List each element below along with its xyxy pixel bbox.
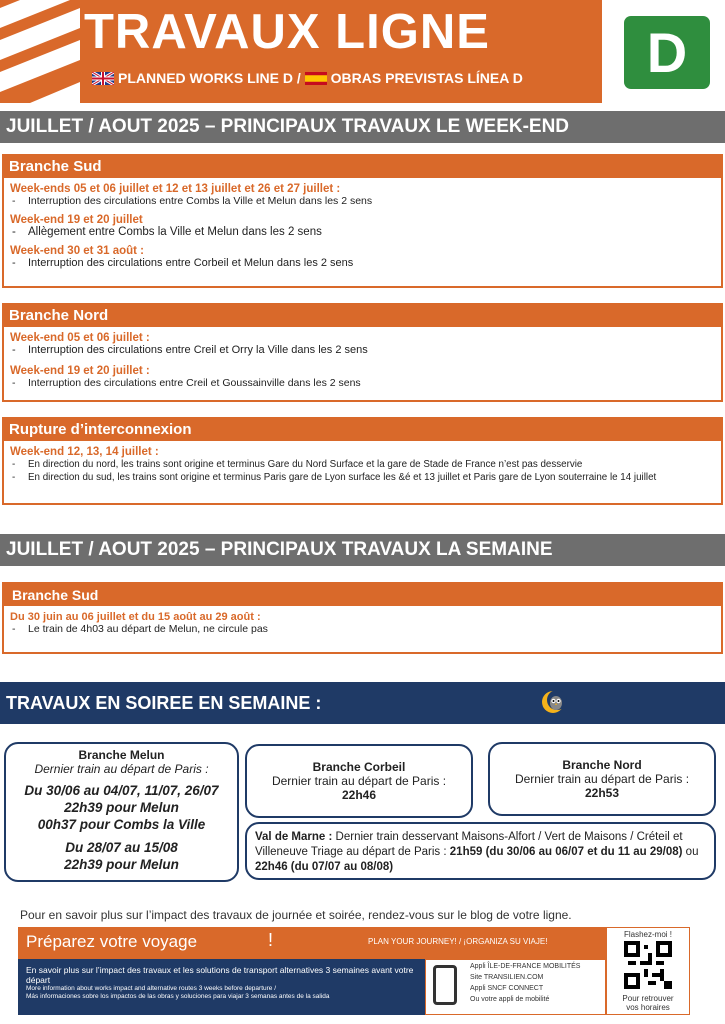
footer-banner <box>18 927 606 1015</box>
weekend-branche-nord <box>2 303 723 402</box>
evening-branche-corbeil <box>245 744 473 818</box>
smartphone-icon <box>433 965 457 1005</box>
evening-banner: TRAVAUX EN SOIREE EN SEMAINE : <box>0 682 725 724</box>
evening-branche-melun <box>4 742 239 882</box>
stripes-decoration <box>0 0 90 103</box>
period-line: Du 28/07 au 15/08 <box>65 840 178 855</box>
period-heading: Week-end 19 et 20 juillet <box>10 214 143 226</box>
or-text: ou <box>685 846 699 858</box>
section-title: Branche Sud <box>4 584 721 606</box>
weekend-banner: JUILLET / AOUT 2025 – PRINCIPAUX TRAVAUX LE WEEK-END <box>0 111 725 143</box>
period-heading: Du 30 juin au 06 juillet et du 15 août au 29 août : <box>10 611 261 623</box>
footer-plan-text: PLAN YOUR JOURNEY! / ¡ORGANIZA SU VIAJE! <box>368 937 548 946</box>
period-heading: Week-end 05 et 06 juillet : <box>10 332 150 344</box>
period-heading: Week-end 30 et 31 août : <box>10 245 144 257</box>
box-text: Dernier train desservant Maisons-Alfort / Vert de Maisons / Créteil et Villeneuve Triage au départ de Paris : <box>255 831 683 858</box>
last-train-time: 21h59 (du 30/06 au 06/07 et du 11 au 29/08) <box>449 846 683 858</box>
period-heading: Week-end 19 et 20 juillet : <box>10 365 150 377</box>
qr-caption-bottom <box>607 994 689 1012</box>
weekend-branche-sud <box>2 154 723 288</box>
footer-info-fr: En savoir plus sur l’impact des travaux et les solutions de transport alternatives 3 semaines avant votre départ <box>26 965 414 985</box>
week-banner: JUILLET / AOUT 2025 – PRINCIPAUX TRAVAUX LA SEMAINE <box>0 534 725 566</box>
period-heading: Week-end 12, 13, 14 juillet : <box>10 446 159 458</box>
page-subtitle <box>92 70 523 86</box>
footer-title: Préparez votre voyage <box>26 932 198 951</box>
work-item: - Le train de 4h03 au départ de Melun, ne circule pas <box>10 623 715 636</box>
app-item: Appli SNCF CONNECT <box>470 985 544 992</box>
box-subtitle: Dernier train au départ de Paris : <box>271 774 447 788</box>
qr-caption-line: vos horaires <box>626 1003 670 1012</box>
app-item: Appli ÎLE-DE-FRANCE MOBILITÉS <box>470 963 581 970</box>
evening-branche-nord <box>488 742 716 816</box>
page-title: TRAVAUX LIGNE <box>84 5 490 59</box>
app-item: Ou votre appli de mobilité <box>470 996 550 1003</box>
time-line: 00h37 pour Combs la Ville <box>37 817 206 832</box>
period-heading: Week-ends 05 et 06 juillet et 12 et 13 juillet et 26 et 27 juillet : <box>10 183 341 195</box>
header-banner <box>0 0 602 103</box>
footer-info-en-es <box>26 985 421 1001</box>
app-item: Site TRANSILIEN.COM <box>470 974 544 981</box>
work-item: - Interruption des circulations entre Corbeil et Melun dans les 2 sens <box>10 257 715 270</box>
time-line: 22h39 pour Melun <box>64 800 179 815</box>
section-title: Branche Sud <box>4 156 721 178</box>
box-title: Val de Marne : <box>255 831 333 843</box>
footer-exclamation: ! <box>268 930 274 950</box>
box-title: Branche Melun <box>78 748 165 762</box>
last-train-time: 22h46 <box>341 788 377 802</box>
qr-caption-top: Flashez-moi ! <box>623 930 672 939</box>
box-subtitle: Dernier train au départ de Paris : <box>514 772 690 786</box>
work-item: - Interruption des circulations entre Creil et Orry la Ville dans les 2 sens <box>10 344 715 357</box>
box-title: Branche Corbeil <box>312 760 406 774</box>
line-d-badge: D <box>624 16 710 89</box>
owl-moon-icon <box>540 688 568 716</box>
rupture-interconnexion <box>2 417 723 505</box>
uk-flag-icon <box>92 72 114 85</box>
spain-flag-icon <box>305 72 327 85</box>
work-item: - En direction du nord, les trains sont origine et terminus Gare du Nord Surface et la gare de Stade de France n’est pas desservie <box>10 458 715 471</box>
subtitle-en: PLANNED WORKS LINE D / <box>118 70 301 86</box>
qr-panel <box>606 927 690 1015</box>
footer-info-es: Más informaciones sobre los impactos de las obras y soluciones para viajar 3 semanas antes de la salida <box>26 993 330 1000</box>
work-item: - Interruption des circulations entre Combs la Ville et Melun dans les 2 sens <box>10 195 715 208</box>
evening-val-de-marne <box>245 822 716 880</box>
qr-code-icon[interactable] <box>624 941 672 989</box>
apps-list <box>470 961 580 1005</box>
work-item: - Interruption des circulations entre Creil et Goussainville dans les 2 sens <box>10 377 715 390</box>
period-line: Du 30/06 au 04/07, 11/07, 26/07 <box>24 783 219 798</box>
section-title: Branche Nord <box>4 305 721 327</box>
qr-caption-line: Pour retrouver <box>622 994 674 1003</box>
last-train-time: 22h46 (du 07/07 au 08/08) <box>255 861 394 873</box>
section-title: Rupture d’interconnexion <box>4 419 721 441</box>
week-branche-sud <box>2 582 723 654</box>
footer-info-en: More information about works impact and alternative routes 3 weeks before departure / <box>26 985 277 992</box>
blog-info-text: Pour en savoir plus sur l’impact des travaux de journée et soirée, rendez-vous sur le blog de votre ligne. <box>20 908 572 922</box>
box-title: Branche Nord <box>562 758 642 772</box>
last-train-time: 22h53 <box>584 786 620 800</box>
time-line: 22h39 pour Melun <box>64 857 179 872</box>
work-item: - En direction du sud, les trains sont origine et terminus Paris gare de Lyon surface les &é et 13 juillet et Paris gare de Lyon souterraine le 14 juillet <box>10 471 715 484</box>
subtitle-es: OBRAS PREVISTAS LÍNEA D <box>330 70 523 86</box>
work-item: - Allègement entre Combs la Ville et Melun dans les 2 sens <box>10 226 715 239</box>
box-subtitle: Dernier train au départ de Paris : <box>34 762 209 776</box>
